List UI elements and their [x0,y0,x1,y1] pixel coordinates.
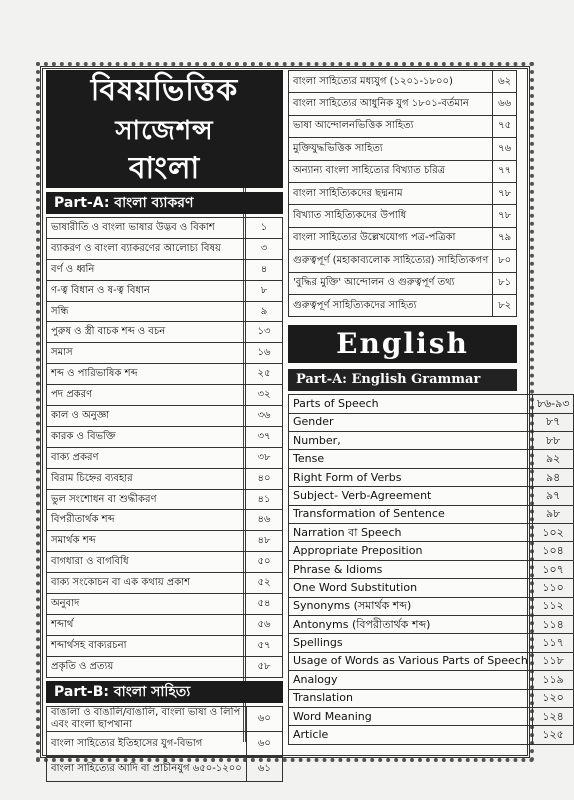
topic-cell: শব্দার্থ [47,614,246,635]
page-number-cell: ৩৬ [246,406,283,427]
page-number-cell: ১১৮ [532,652,574,670]
english-part-a-heading: Part-A: English Grammar [288,369,517,391]
topic-cell: মুক্তিযুদ্ধভিত্তিক সাহিত্য [289,138,493,160]
page-number-cell: ১৩ [246,322,283,343]
page-number-cell: ৬২ [493,71,517,93]
table-row [47,301,283,322]
table-row [47,280,283,301]
table-row [47,364,283,385]
title-line-3: বাংলা [128,151,201,186]
part-a-table [46,217,283,678]
page-number-cell: ৯৮ [532,505,574,523]
topic-cell: Tense [289,450,533,468]
page-number-cell: ২৫ [246,364,283,385]
page-number-cell: ৪১ [246,489,283,510]
table-row [289,227,517,249]
page-number-cell: ৮২ [493,294,517,316]
topic-cell: Word Meaning [289,707,533,725]
table-row [289,542,574,560]
page-number-cell: ৯৭ [532,487,574,505]
topic-cell: বাক্য প্রকরণ [47,447,246,468]
table-row [289,182,517,204]
topic-cell: বর্ণ ও ধ্বনি [47,259,246,280]
table-row [47,594,283,615]
table-row [47,756,283,781]
page-number-cell: ১১২ [532,597,574,615]
table-row [289,487,574,505]
page-number-cell: ৬০ [246,731,282,756]
topic-cell: বিরাম চিহ্নের ব্যবহার [47,468,246,489]
table-row [289,726,574,744]
table-row [289,707,574,725]
page-number-cell: ৪০ [246,468,283,489]
english-table [288,394,574,744]
table-row [289,634,574,652]
topic-cell: পদ প্রকরণ [47,385,246,406]
table-row [47,489,283,510]
table-row [47,218,283,239]
table-row [47,552,283,573]
topic-cell: 'বুদ্ধির মুক্তি' আন্দোলন ও গুরুত্বপূর্ণ তথ্য [289,272,493,294]
topic-cell: গুরুত্বপূর্ণ সাহিত্যিকদের সাহিত্য [289,294,493,316]
part-b-table-continued [288,70,517,317]
topic-cell: Appropriate Preposition [289,542,533,560]
topic-cell: বাংলা সাহিত্যের আধুনিক যুগ ১৮০১-বর্তমান [289,93,493,115]
table-row [289,450,574,468]
page-number-cell: ৮৬-৯৩ [532,395,574,413]
topic-cell: বাগধারা ও বাগবিধি [47,552,246,573]
page-number-cell: ৫০ [246,552,283,573]
topic-cell: অনুবাদ [47,594,246,615]
table-row [47,322,283,343]
page-number-cell: ৯৪ [532,468,574,486]
page-number-cell: ৮ [246,280,283,301]
table-row [289,93,517,115]
book-title [46,70,283,188]
right-column [288,70,570,745]
page-number-cell: ১১৭ [532,634,574,652]
page-number-cell: ৩ [246,238,283,259]
page-number-cell: ৮১ [493,272,517,294]
title-line-1: বিষয়ভিত্তিক [90,73,239,108]
page-number-cell: ৩৮ [246,447,283,468]
page-number-cell: ৭৬ [493,138,517,160]
table-row [47,510,283,531]
page-number-cell: ৪৬ [246,510,283,531]
table-row [289,505,574,523]
table-row [289,689,574,707]
page-number-cell: ৩৭ [246,426,283,447]
page-number-cell: ১২০ [532,689,574,707]
topic-cell: Synonyms (সমার্থক শব্দ) [289,597,533,615]
topic-cell: Article [289,726,533,744]
topic-cell: বাংলা সাহিত্যের মধ্যযুগ (১২০১-১৮০০) [289,71,493,93]
topic-cell: Number, [289,432,533,450]
part-a-heading: Part-A: বাংলা ব্যাকরণ [46,192,283,214]
page-number-cell: ৮০ [493,250,517,272]
topic-cell: Subject- Verb-Agreement [289,487,533,505]
part-b-table [46,706,283,782]
topic-cell: প্রকৃতি ও প্রত্যয় [47,656,246,677]
page-number-cell: ৭৮ [493,182,517,204]
table-row [289,652,574,670]
table-row [289,468,574,486]
table-row [47,573,283,594]
page-number-cell: ৭৭ [493,160,517,182]
table-row [289,671,574,689]
page-number-cell: ১০৭ [532,560,574,578]
table-row [47,406,283,427]
table-row [289,413,574,431]
topic-cell: Antonyms (বিপরীতার্থক শব্দ) [289,615,533,633]
page-number-cell: ৪৮ [246,531,283,552]
table-row [47,706,283,731]
topic-cell: বাংলা সাহিত্যের ইতিহাসের যুগ-বিভাগ [47,731,247,756]
page-number-cell: ৩২ [246,385,283,406]
page-number-cell: ৫২ [246,573,283,594]
page-number-cell: ৫৮ [246,656,283,677]
page-number-cell: ৭৫ [493,115,517,137]
table-row [289,615,574,633]
table-row [289,432,574,450]
table-row [289,294,517,316]
topic-cell: Right Form of Verbs [289,468,533,486]
page-number-cell: ১০৪ [532,542,574,560]
topic-cell: সন্ধি [47,301,246,322]
topic-cell: বাঙালা ও বাঙালি/বাঙালি, বাংলা ভাষা ও লিপি এবং বাংলা ছাপখানা [47,706,247,731]
table-row [289,71,517,93]
topic-cell: ব্যাকরণ ও বাংলা ব্যাকরণের আলোচ্য বিষয় [47,238,246,259]
page-number-cell: ৬০ [246,706,282,731]
topic-cell: Usage of Words as Various Parts of Speech [289,652,533,670]
table-row [47,468,283,489]
page-number-cell: ৯ [246,301,283,322]
topic-cell: ভুল সংশোধন বা শুদ্ধীকরণ [47,489,246,510]
table-row [289,205,517,227]
topic-cell: Parts of Speech [289,395,533,413]
topic-cell: বাংলা সাহিত্যিকদের ছদ্মনাম [289,182,493,204]
page-number-cell: ৬৬ [493,93,517,115]
left-column [46,70,283,782]
topic-cell: পুরুষ ও স্ত্রী বাচক শব্দ ও বচন [47,322,246,343]
page-number-cell: ১১০ [532,579,574,597]
table-row [47,635,283,656]
table-row [289,160,517,182]
table-row [47,531,283,552]
page-number-cell: ১৬ [246,343,283,364]
page-number-cell: ৫৪ [246,594,283,615]
topic-cell: শব্দার্থসহ বাক্যরচনা [47,635,246,656]
table-row [47,656,283,677]
topic-cell: Spellings [289,634,533,652]
title-line-2: সাজেশন্স [115,116,214,146]
topic-cell: One Word Substitution [289,579,533,597]
topic-cell: বাংলা সাহিত্যের উল্লেখযোগ্য পত্র-পত্রিকা [289,227,493,249]
topic-cell: ণ-ত্ব বিধান ও ষ-ত্ব বিধান [47,280,246,301]
page-number-cell: ৯২ [532,450,574,468]
topic-cell: Gender [289,413,533,431]
topic-cell: সমাস [47,343,246,364]
page-number-cell: ৬১ [246,756,282,781]
table-row [289,138,517,160]
topic-cell: Narration বা Speech [289,524,533,542]
table-row [47,259,283,280]
page-number-cell: ১১৪ [532,615,574,633]
topic-cell: ভাষারীতি ও বাংলা ভাষার উদ্ভব ও বিকাশ [47,218,246,239]
page-number-cell: ১০২ [532,524,574,542]
table-row [289,395,574,413]
topic-cell: Analogy [289,671,533,689]
topic-cell: বিখ্যাত সাহিত্যিকদের উপাধি [289,205,493,227]
page-number-cell: ৪ [246,259,283,280]
table-row [289,250,517,272]
page-number-cell: ১২৫ [532,726,574,744]
topic-cell: কারক ও বিভক্তি [47,426,246,447]
page-number-cell: ৮৮ [532,432,574,450]
topic-cell: বাক্য সংকোচন বা এক কথায় প্রকাশ [47,573,246,594]
page-number-cell: ৫৭ [246,635,283,656]
topic-cell: বাংলা সাহিত্যের আদি বা প্রাচীনযুগ ৬৫০-১২০০ [47,756,247,781]
page-number-cell: ৭৮ [493,205,517,227]
topic-cell: সমার্থক শব্দ [47,531,246,552]
table-row [47,343,283,364]
topic-cell: বিপরীতার্থক শব্দ [47,510,246,531]
topic-cell: শব্দ ও পারিভাষিক শব্দ [47,364,246,385]
table-row [47,426,283,447]
topic-cell: গুরুত্বপূর্ণ (মহাকাব্যলোক সাহিত্যের) সাহিত্যিকগণ [289,250,493,272]
table-row [289,560,574,578]
table-row [289,579,574,597]
page-number-cell: ৫৬ [246,614,283,635]
topic-cell: Phrase & Idioms [289,560,533,578]
table-row [289,115,517,137]
table-row [289,272,517,294]
table-row [47,614,283,635]
table-row [47,447,283,468]
english-heading: English [288,325,517,363]
part-b-heading: Part-B: বাংলা সাহিত্য [46,681,283,703]
topic-cell: ভাষা আন্দোলনভিত্তিক সাহিত্য [289,115,493,137]
topic-cell: অন্যান্য বাংলা সাহিত্যের বিখ্যাত চরিত্র [289,160,493,182]
topic-cell: Translation [289,689,533,707]
page-number-cell: ১২৪ [532,707,574,725]
page-number-cell: ৮৭ [532,413,574,431]
page-number-cell: ১ [246,218,283,239]
page-number-cell: ১১৯ [532,671,574,689]
topic-cell: কাল ও অনুজ্ঞা [47,406,246,427]
table-row [47,731,283,756]
topic-cell: Transformation of Sentence [289,505,533,523]
table-row [47,385,283,406]
page-number-cell: ৭৯ [493,227,517,249]
table-row [289,597,574,615]
table-row [47,238,283,259]
table-row [289,524,574,542]
